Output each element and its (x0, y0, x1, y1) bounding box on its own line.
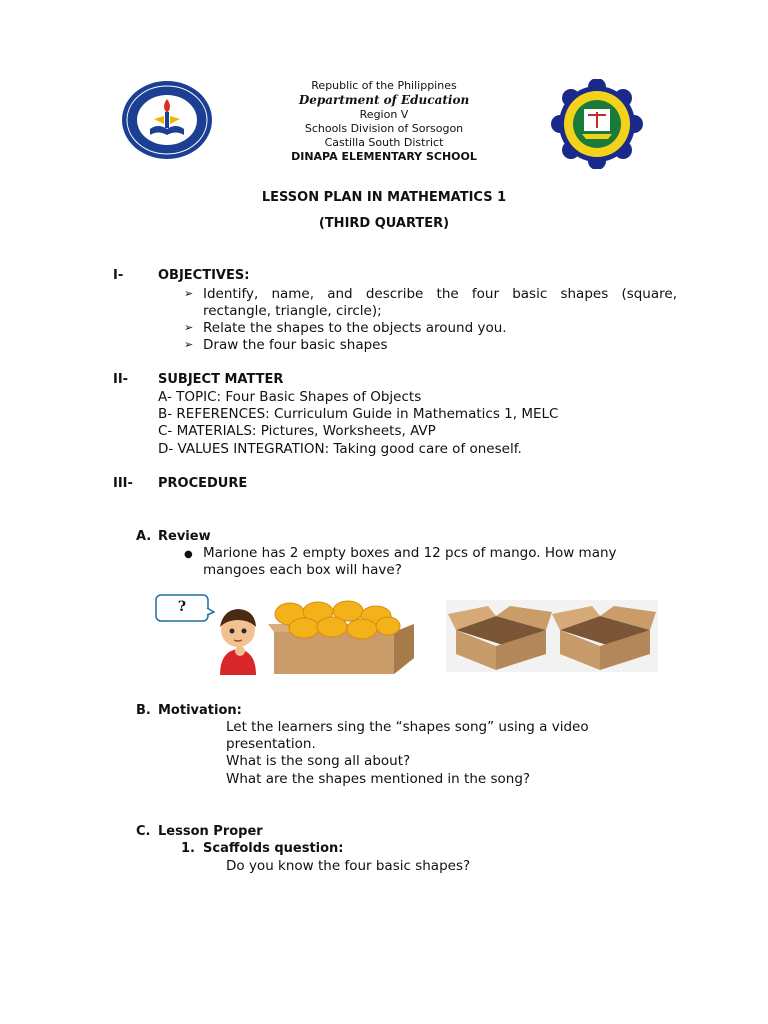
motivation-line: What are the shapes mentioned in the song? (226, 771, 531, 787)
subsection-heading-review: Review (158, 529, 211, 544)
section-number: I- (113, 268, 124, 283)
section-number: II- (113, 372, 129, 387)
header-region: Region V (359, 108, 409, 121)
quarter-title: (THIRD QUARTER) (318, 216, 450, 231)
arrow-bullet-icon: ➢ (184, 321, 194, 334)
section-heading-objectives: OBJECTIVES: (158, 268, 250, 283)
empty-boxes-illustration (446, 600, 658, 672)
scaffolds-question-heading: Scaffolds question: (203, 841, 344, 856)
header-district: Castilla South District (324, 136, 444, 149)
sub-item-number: 1. (181, 841, 195, 856)
arrow-bullet-icon: ➢ (184, 287, 194, 300)
subject-matter-materials: C- MATERIALS: Pictures, Worksheets, AVP (158, 423, 436, 439)
section-heading-procedure: PROCEDURE (158, 476, 248, 491)
header-school-name: DINAPA ELEMENTARY SCHOOL (291, 150, 477, 163)
box-of-mangoes-illustration (268, 598, 420, 676)
lesson-plan-title: LESSON PLAN IN MATHEMATICS 1 (261, 190, 507, 205)
subsection-label: B. (136, 703, 151, 718)
objective-item: Draw the four basic shapes (203, 337, 388, 353)
review-question: Marione has 2 empty boxes and 12 pcs of mango. How many mangoes each box will have? (203, 545, 617, 578)
header-division: Schools Division of Sorsogon (304, 122, 464, 135)
motivation-line: What is the song all about? (226, 753, 411, 769)
subsection-heading-lesson-proper: Lesson Proper (158, 824, 263, 839)
header-department: Department of Education (298, 93, 470, 107)
school-seal-logo (544, 79, 650, 169)
section-number: III- (113, 476, 133, 491)
objective-item: Identify, name, and describe the four basic shapes (square, rectangle, triangle, circle); (203, 286, 677, 319)
thinking-boy-illustration (210, 607, 266, 677)
speech-bubble-text: ? (177, 599, 187, 615)
deped-seal-logo (120, 79, 214, 161)
bullet-icon: ● (184, 549, 193, 560)
section-heading-subject-matter: SUBJECT MATTER (158, 372, 284, 387)
subject-matter-values: D- VALUES INTEGRATION: Taking good care of oneself. (158, 441, 522, 457)
subject-matter-topic: A- TOPIC: Four Basic Shapes of Objects (158, 389, 422, 405)
header-republic: Republic of the Philippines (311, 79, 457, 92)
subsection-label: C. (136, 824, 151, 839)
subsection-label: A. (136, 529, 152, 544)
subsection-heading-motivation: Motivation: (158, 703, 242, 718)
scaffolds-question-text: Do you know the four basic shapes? (226, 858, 471, 874)
motivation-line: Let the learners sing the “shapes song” using a video presentation. (226, 719, 589, 752)
subject-matter-references: B- REFERENCES: Curriculum Guide in Mathematics 1, MELC (158, 406, 559, 422)
arrow-bullet-icon: ➢ (184, 338, 194, 351)
objective-item: Relate the shapes to the objects around you. (203, 320, 507, 336)
